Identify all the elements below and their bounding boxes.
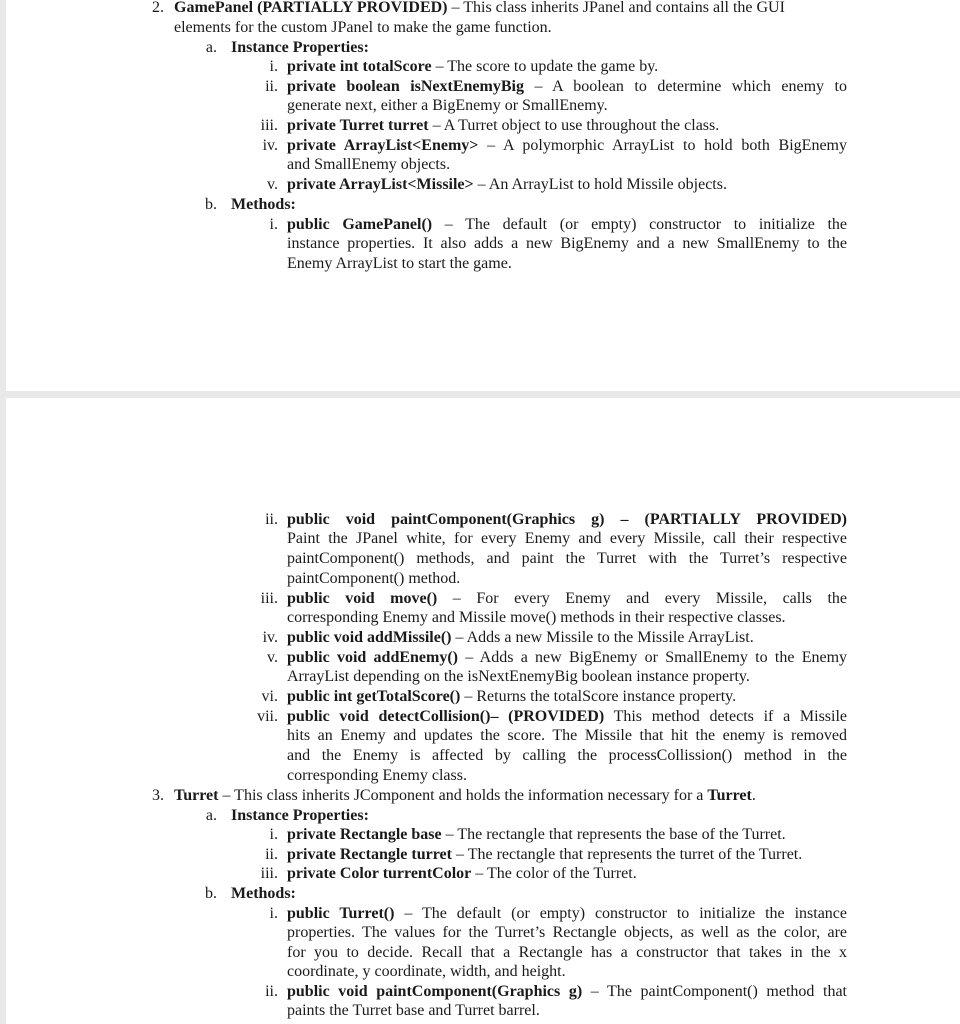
list-marker: ii. xyxy=(265,846,278,863)
list-item: public void detectCollision()– (PROVIDED) This method detects if a Missile xyxy=(287,708,848,725)
list-item: public Turret() – The default (or empty) constructor to initialize the instance xyxy=(287,905,847,922)
list-marker: a. xyxy=(205,807,217,824)
list-item-continuation: paintComponent() method. xyxy=(287,570,461,587)
list-item-continuation: coordinate, y coordinate, width, and height. xyxy=(287,963,566,980)
list-marker: ii. xyxy=(265,511,278,528)
list-marker: iii. xyxy=(260,117,278,134)
list-item-continuation: corresponding Enemy and Missile move() methods in their respective classes. xyxy=(287,609,786,626)
subsection-heading: Methods: xyxy=(231,196,296,213)
list-item: public void addMissile() – Adds a new Missile to the Missile ArrayList. xyxy=(287,629,754,646)
list-item: private Color turrentColor – The color of the Turret. xyxy=(287,865,637,882)
subsection-heading: Instance Properties: xyxy=(231,807,369,824)
list-item: public GamePanel() – The default (or empty) constructor to initialize the xyxy=(287,216,848,233)
list-item: private Rectangle base – The rectangle that represents the base of the Turret. xyxy=(287,826,786,843)
list-marker: iv. xyxy=(262,629,278,646)
subsection-heading: Methods: xyxy=(231,885,296,902)
list-marker: i. xyxy=(269,826,278,843)
list-item-continuation: Paint the JPanel white, for every Enemy and every Missile, call their respective xyxy=(287,530,847,547)
list-marker: iv. xyxy=(262,137,278,154)
section-intro-line: elements for the custom JPanel to make the game function. xyxy=(174,19,552,36)
section-title: GamePanel (PARTIALLY PROVIDED) xyxy=(174,0,448,16)
list-item-continuation: paintComponent() methods, and paint the Turret with the Turret’s respective xyxy=(287,550,847,567)
list-item: private Turret turret – A Turret object to use throughout the class. xyxy=(287,117,720,134)
list-item-continuation: Enemy ArrayList to start the game. xyxy=(287,255,512,272)
section-heading-line xyxy=(174,0,785,18)
list-item-continuation: corresponding Enemy class. xyxy=(287,767,467,784)
list-item: public int getTotalScore() – Returns the totalScore instance property. xyxy=(287,688,737,705)
list-item: private Rectangle turret – The rectangle that represents the turret of the Turret. xyxy=(287,846,803,863)
document-page-1 xyxy=(6,0,960,391)
list-marker: b. xyxy=(205,885,217,902)
list-item-continuation: and the Enemy is affected by calling the processCollission() method in the xyxy=(287,747,847,764)
section-number: 3. xyxy=(152,787,164,804)
document-page-2 xyxy=(6,398,960,1024)
subsection-heading: Instance Properties: xyxy=(231,39,369,56)
list-marker: a. xyxy=(205,39,217,56)
list-item: public void move() – For every Enemy and every Missile, calls the xyxy=(287,590,847,607)
list-marker: vi. xyxy=(261,688,278,705)
list-item: private int totalScore – The score to update the game by. xyxy=(287,58,659,75)
section-heading-line: Turret – This class inherits JComponent and holds the information necessary for a Turret. xyxy=(174,787,756,804)
list-item-continuation: ArrayList depending on the isNextEnemyBig boolean instance property. xyxy=(287,668,750,685)
list-item-continuation: generate next, either a BigEnemy or SmallEnemy. xyxy=(287,97,608,114)
list-item-continuation: paints the Turret base and Turret barrel. xyxy=(287,1002,540,1019)
list-item-continuation: and SmallEnemy objects. xyxy=(287,156,451,173)
list-item: private ArrayList<Missile> – An ArrayList to hold Missile objects. xyxy=(287,176,727,193)
list-marker: ii. xyxy=(265,983,278,1000)
list-marker: v. xyxy=(267,176,278,193)
list-item-continuation: properties. The values for the Turret’s Rectangle objects, as well as the color, are xyxy=(287,924,847,941)
list-marker: i. xyxy=(269,216,278,233)
list-item: private ArrayList<Enemy> – A polymorphic ArrayList to hold both BigEnemy xyxy=(287,137,847,154)
list-marker: vii. xyxy=(257,708,278,725)
list-item-continuation: for you to decide. Recall that a Rectangle has a constructor that takes in the x xyxy=(287,944,847,961)
list-marker: b. xyxy=(205,196,217,213)
list-marker: i. xyxy=(269,905,278,922)
section-title: Turret xyxy=(174,787,219,804)
list-item-continuation: instance properties. It also adds a new BigEnemy and a new SmallEnemy to the xyxy=(287,235,847,252)
list-item-continuation: hits an Enemy and updates the score. The Missile that hit the enemy is removed xyxy=(287,727,847,744)
list-marker: iii. xyxy=(260,590,278,607)
list-marker: iii. xyxy=(260,865,278,882)
list-marker: i. xyxy=(269,58,278,75)
list-item: private boolean isNextEnemyBig – A boolean to determine which enemy to xyxy=(287,78,847,95)
section-intro: – This class inherits JPanel and contains all the GUI xyxy=(447,0,785,16)
list-marker: v. xyxy=(267,649,278,666)
section-number: 2. xyxy=(152,0,164,16)
list-marker: ii. xyxy=(265,78,278,95)
list-item: public void paintComponent(Graphics g) – (PARTIALLY PROVIDED) xyxy=(287,511,847,528)
list-item: public void paintComponent(Graphics g) – The paintComponent() method that xyxy=(287,983,847,1000)
list-item: public void addEnemy() – Adds a new BigEnemy or SmallEnemy to the Enemy xyxy=(287,649,848,666)
